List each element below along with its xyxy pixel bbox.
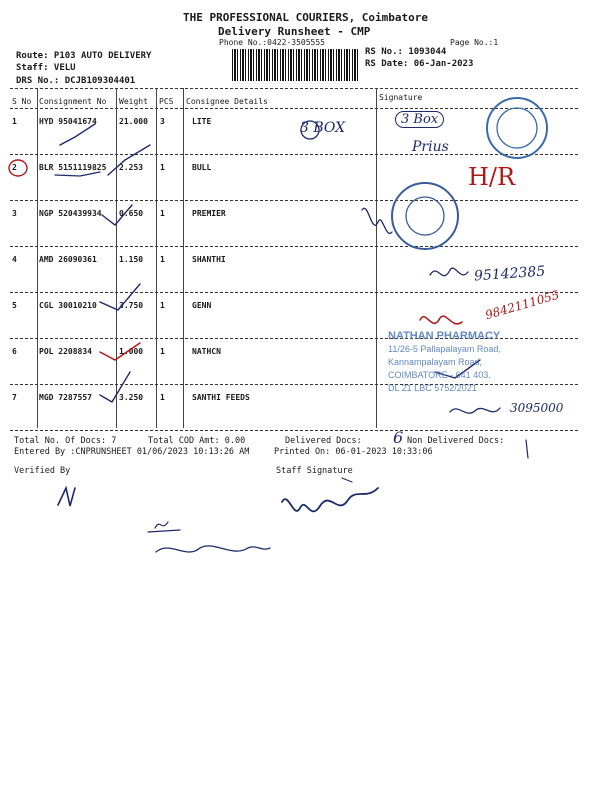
header-sno: S No: [12, 97, 32, 106]
tick-mark: [100, 284, 140, 310]
row-sno: 4: [12, 255, 17, 264]
row-consignee: GENN: [192, 301, 212, 310]
stamp-circle: [406, 197, 444, 235]
handwritten-delivered-count: 6: [393, 428, 404, 447]
phone-number: Phone No.:0422-3505555: [219, 38, 325, 47]
signature-scribble: [420, 316, 462, 324]
handwritten-signature: Prius: [412, 139, 449, 155]
handwritten-phone: 9842111055: [483, 287, 561, 323]
handwritten-phone: 95142385: [473, 263, 546, 285]
stamp-line: Kannampalayam Road,: [388, 357, 483, 367]
verified-by-label: Verified By: [14, 466, 71, 476]
row-pcs: 1: [160, 347, 165, 356]
row-pcs: 1: [160, 209, 165, 218]
verified-signature: [156, 546, 270, 552]
row-sno: 2: [12, 163, 17, 172]
rs-date: RS Date: 06-Jan-2023: [365, 59, 474, 69]
tick-mark: [108, 145, 150, 175]
route-label: Route: P103 AUTO DELIVERY: [16, 51, 152, 61]
tick-mark: [55, 172, 100, 176]
delivered-docs: Delivered Docs:: [285, 436, 362, 446]
handwritten-box-note: 3 BOX: [300, 120, 346, 136]
total-docs: Total No. Of Docs: 7: [14, 436, 117, 446]
stamp-circle: [487, 98, 547, 158]
non-delivered-docs: Non Delivered Docs:: [407, 436, 505, 446]
row-sno: 1: [12, 117, 17, 126]
row-sno: 3: [12, 209, 17, 218]
verified-signature: [58, 488, 75, 506]
handwritten-box-note: 3 Box: [395, 111, 444, 128]
row-pcs: 3: [160, 117, 165, 126]
row-consignee: LITE: [192, 117, 212, 126]
row-pcs: 1: [160, 393, 165, 402]
row-weight: 1.150: [119, 255, 144, 264]
row-consignment: CGL 30010210: [39, 301, 97, 310]
row-consignment: NGP 520439934: [39, 209, 102, 218]
signature-scribble: [430, 268, 468, 276]
stamp-line: NATHAN PHARMACY: [388, 330, 501, 342]
printed-on: Printed On: 06-01-2023 10:33:06: [274, 447, 433, 457]
circle-mark: [9, 160, 27, 176]
pharmacy-stamp: [388, 330, 501, 395]
row-consignee: SHANTHI: [192, 255, 226, 264]
staff-signature-scribble: [282, 488, 378, 511]
row-consignment: HYD 95041674: [39, 117, 97, 126]
stamp-circle: [392, 183, 458, 249]
stamp-circle: [497, 108, 537, 148]
stamp-line: DL 21 LBC 5752/2021: [388, 383, 477, 393]
row-weight: 3.750: [119, 301, 144, 310]
row-consignee: NATHCN: [192, 347, 221, 356]
row-pcs: 1: [160, 163, 165, 172]
rs-number: RS No.: 1093044: [365, 47, 447, 57]
entered-by: Entered By :CNPRUNSHEET 01/06/2023 10:13:26 AM: [14, 447, 250, 457]
row-sno: 5: [12, 301, 17, 310]
row-consignment: MGD 7287557: [39, 393, 92, 402]
header-pcs: PCS: [159, 97, 174, 106]
signature-scribble: [450, 408, 500, 413]
header-consignment: Consignment No: [39, 97, 107, 106]
handwritten-number: 3095000: [510, 401, 564, 415]
row-consignment: AMD 26090361: [39, 255, 97, 264]
tick-mark: [60, 124, 95, 145]
row-weight: 3.250: [119, 393, 144, 402]
tick-mark: [100, 343, 140, 360]
row-consignee: BULL: [192, 163, 212, 172]
row-consignee: SANTHI FEEDS: [192, 393, 250, 402]
header-signature: Signature: [379, 93, 423, 102]
tick-mark: [100, 372, 130, 402]
staff-label: Staff: VELU: [16, 63, 76, 73]
staff-signature-label: Staff Signature: [276, 466, 353, 476]
row-weight: 1.000: [119, 347, 144, 356]
row-pcs: 1: [160, 255, 165, 264]
row-weight: 21.000: [119, 117, 148, 126]
document-title: Delivery Runsheet - CMP: [218, 25, 371, 38]
row-consignee: PREMIER: [192, 209, 226, 218]
header-weight: Weight: [119, 97, 148, 106]
handwritten-note-hr: H/R: [468, 163, 516, 191]
company-name: THE PROFESSIONAL COURIERS, Coimbatore: [183, 11, 429, 24]
tick-mark: [526, 440, 528, 458]
row-sno: 7: [12, 393, 17, 402]
header-consignee: Consignee Details: [186, 97, 268, 106]
signature-scribble: [362, 208, 392, 233]
stamp-line: COIMBATORE - 641 403.: [388, 370, 491, 380]
row-consignment: POL 2208834: [39, 347, 92, 356]
stamp-line: 11/26-5 Pallapalayam Road,: [388, 344, 501, 354]
drs-number: DRS No.: DCJB109304401: [16, 76, 136, 86]
row-sno: 6: [12, 347, 17, 356]
row-weight: 0.650: [119, 209, 144, 218]
row-consignment: BLR 5151119825: [39, 163, 107, 172]
row-pcs: 1: [160, 301, 165, 310]
total-cod: Total COD Amt: 0.00: [148, 436, 246, 446]
tick-mark: [102, 205, 132, 225]
tick-mark: [342, 478, 352, 482]
row-weight: 2.253: [119, 163, 144, 172]
verified-signature: [148, 522, 180, 532]
page-number: Page No.:1: [450, 38, 499, 47]
